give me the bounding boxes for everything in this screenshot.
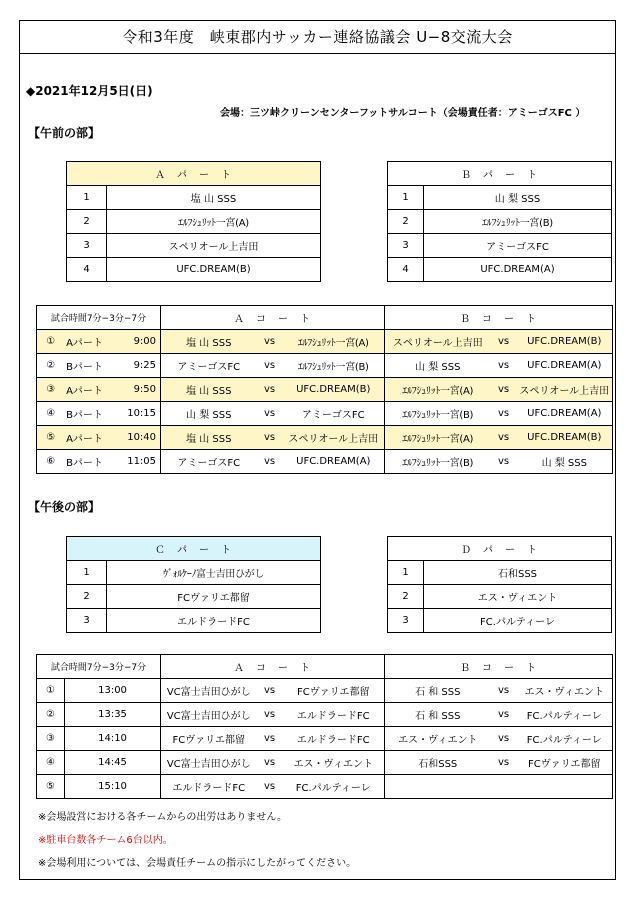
match-row — [37, 703, 613, 727]
court-a-away-team: UFC.DREAM(A) — [283, 450, 385, 474]
team-name: アミーゴスFC — [424, 234, 612, 258]
versus-label — [491, 775, 517, 799]
match-time: 11:05 — [105, 450, 161, 474]
match-number: ③ — [37, 378, 65, 402]
match-number: ⑤ — [37, 426, 65, 450]
part-d-table — [387, 536, 612, 633]
team-no: 3 — [388, 234, 424, 258]
team-name: 塩 山 SSS — [107, 186, 321, 210]
match-time: 10:15 — [105, 402, 161, 426]
team-name: 石和SSS — [424, 561, 612, 585]
team-no: 3 — [388, 609, 424, 633]
court-b-away-team: UFC.DREAM(B) — [517, 330, 613, 354]
match-part: Aパート — [65, 426, 105, 450]
versus-label: vs — [257, 426, 283, 450]
versus-label: vs — [491, 426, 517, 450]
versus-label: vs — [491, 703, 517, 727]
match-row — [37, 775, 613, 799]
team-name: UFC.DREAM(A) — [424, 258, 612, 282]
court-a-home-team: 塩 山 SSS — [161, 378, 257, 402]
note-parking: ※駐車台数各チーム6台以内。 — [38, 835, 173, 846]
team-no: 3 — [67, 234, 107, 258]
versus-label: vs — [257, 354, 283, 378]
court-a-home-team: VC富士吉田ひがし — [161, 703, 257, 727]
team-name: ｳﾞｫﾙｹｰﾉ富士吉田ひがし — [107, 561, 321, 585]
afternoon-section-label: 【午後の部】 — [28, 500, 101, 514]
match-part: Bパート — [65, 402, 105, 426]
match-row — [37, 330, 613, 354]
team-name: 山 梨 SSS — [424, 186, 612, 210]
afternoon-schedule-table — [36, 654, 613, 799]
versus-label: vs — [257, 703, 283, 727]
court-b-away-team: FCヴァリエ都留 — [517, 751, 613, 775]
page-title: 令和3年度 峡東郡内サッカー連絡協議会 U−8交流大会 — [19, 20, 616, 54]
team-no: 2 — [67, 210, 107, 234]
court-b-home-team: ｴﾙﾌｼｭﾘｯﾄ一宮(A) — [385, 378, 491, 402]
match-time: 13:35 — [65, 703, 161, 727]
court-a-home-team: アミーゴスFC — [161, 354, 257, 378]
match-number: ⑤ — [37, 775, 65, 799]
match-row — [37, 450, 613, 474]
versus-label: vs — [491, 450, 517, 474]
team-name: スペリオール上吉田 — [107, 234, 321, 258]
court-a-home-team: FCヴァリエ都留 — [161, 727, 257, 751]
team-name: ｴﾙﾌｼｭﾘｯﾄ一宮(B) — [424, 210, 612, 234]
match-row — [37, 378, 613, 402]
versus-label: vs — [257, 450, 283, 474]
team-name: UFC.DREAM(B) — [107, 258, 321, 282]
match-part: Bパート — [65, 450, 105, 474]
court-b-away-team: UFC.DREAM(B) — [517, 426, 613, 450]
match-number: ① — [37, 330, 65, 354]
match-part: Aパート — [65, 378, 105, 402]
court-a-header: Ａ コ ー ト — [161, 655, 385, 679]
match-row — [37, 402, 613, 426]
match-number: ④ — [37, 751, 65, 775]
court-b-home-team: 石和SSS — [385, 751, 491, 775]
versus-label: vs — [491, 727, 517, 751]
court-a-away-team: エルドラードFC — [283, 703, 385, 727]
court-a-header: Ａ コ ー ト — [161, 306, 385, 330]
court-b-away-team: スペリオール上吉田 — [517, 378, 613, 402]
versus-label: vs — [257, 402, 283, 426]
match-row — [37, 679, 613, 703]
match-time: 14:10 — [65, 727, 161, 751]
team-no: 2 — [67, 585, 107, 609]
match-time-label: 試合時間7分−3分−7分 — [37, 655, 161, 679]
team-name: エス・ヴィエント — [424, 585, 612, 609]
court-a-home-team: 塩 山 SSS — [161, 426, 257, 450]
team-no: 2 — [388, 210, 424, 234]
match-time: 9:50 — [105, 378, 161, 402]
match-number: ⑥ — [37, 450, 65, 474]
court-b-away-team: UFC.DREAM(A) — [517, 402, 613, 426]
court-a-home-team: 山 梨 SSS — [161, 402, 257, 426]
court-a-home-team: アミーゴスFC — [161, 450, 257, 474]
team-no: 1 — [388, 186, 424, 210]
court-a-home-team: エルドラードFC — [161, 775, 257, 799]
court-b-home-team — [385, 775, 491, 799]
part-d-header: Ｄ パ ー ト — [388, 537, 612, 561]
court-b-away-team: FC.パルティーレ — [517, 727, 613, 751]
venue-info: 会場：三ツ峠クリーンセンターフットサルコート（会場責任者：アミーゴスFC ） — [220, 108, 586, 119]
versus-label: vs — [257, 378, 283, 402]
match-time-label: 試合時間7分−3分−7分 — [37, 306, 161, 330]
match-time: 10:40 — [105, 426, 161, 450]
match-row — [37, 751, 613, 775]
note-venue-rules: ※会場利用については、会場責任チームの指示にしたがってください。 — [38, 858, 357, 869]
versus-label: vs — [491, 402, 517, 426]
versus-label: vs — [257, 727, 283, 751]
court-b-home-team: ｴﾙﾌｼｭﾘｯﾄ一宮(B) — [385, 450, 491, 474]
versus-label: vs — [491, 679, 517, 703]
court-a-away-team: ｴﾙﾌｼｭﾘｯﾄ一宮(B) — [283, 354, 385, 378]
match-number: ② — [37, 354, 65, 378]
court-a-home-team: VC富士吉田ひがし — [161, 751, 257, 775]
court-b-away-team: UFC.DREAM(A) — [517, 354, 613, 378]
match-part: Bパート — [65, 354, 105, 378]
court-a-away-team: UFC.DREAM(B) — [283, 378, 385, 402]
part-a-header: Ａ パ ー ト — [67, 162, 321, 186]
match-time: 14:45 — [65, 751, 161, 775]
match-part: Aパート — [65, 330, 105, 354]
court-b-home-team: 石 和 SSS — [385, 703, 491, 727]
match-row — [37, 354, 613, 378]
court-a-away-team: エルドラードFC — [283, 727, 385, 751]
team-no: 3 — [67, 609, 107, 633]
team-no: 1 — [67, 186, 107, 210]
versus-label: vs — [257, 751, 283, 775]
match-number: ④ — [37, 402, 65, 426]
versus-label: vs — [257, 775, 283, 799]
court-b-away-team: エス・ヴィエント — [517, 679, 613, 703]
team-name: ｴﾙﾌｼｭﾘｯﾄ一宮(A) — [107, 210, 321, 234]
team-no: 1 — [67, 561, 107, 585]
part-b-table — [387, 161, 612, 282]
court-b-header: Ｂ コ ー ト — [385, 655, 613, 679]
court-a-away-team: アミーゴスFC — [283, 402, 385, 426]
versus-label: vs — [491, 751, 517, 775]
court-b-home-team: スペリオール上吉田 — [385, 330, 491, 354]
court-b-home-team: 山 梨 SSS — [385, 354, 491, 378]
court-b-header: Ｂ コ ー ト — [385, 306, 613, 330]
court-a-away-team: エス・ヴィエント — [283, 751, 385, 775]
court-a-away-team: FCヴァリエ都留 — [283, 679, 385, 703]
versus-label: vs — [491, 330, 517, 354]
team-name: FC.パルティーレ — [424, 609, 612, 633]
morning-schedule-table — [36, 305, 613, 474]
note-setup: ※会場設営における各チームからの出労はありません。 — [38, 812, 287, 823]
part-b-header: Ｂ パ ー ト — [388, 162, 612, 186]
part-a-table — [66, 161, 321, 282]
match-number: ② — [37, 703, 65, 727]
match-time: 13:00 — [65, 679, 161, 703]
versus-label: vs — [257, 330, 283, 354]
match-number: ③ — [37, 727, 65, 751]
team-name: エルドラードFC — [107, 609, 321, 633]
court-a-home-team: VC富士吉田ひがし — [161, 679, 257, 703]
team-no: 1 — [388, 561, 424, 585]
team-name: FCヴァリエ都留 — [107, 585, 321, 609]
versus-label: vs — [257, 679, 283, 703]
court-b-away-team: FC.パルティーレ — [517, 703, 613, 727]
match-row — [37, 426, 613, 450]
match-number: ① — [37, 679, 65, 703]
part-c-header: Ｃ パ ー ト — [67, 537, 321, 561]
court-b-home-team: 石 和 SSS — [385, 679, 491, 703]
court-a-home-team: 塩 山 SSS — [161, 330, 257, 354]
court-b-home-team: ｴﾙﾌｼｭﾘｯﾄ一宮(B) — [385, 402, 491, 426]
court-a-away-team: スペリオール上吉田 — [283, 426, 385, 450]
court-a-away-team: FC.パルティーレ — [283, 775, 385, 799]
court-b-home-team: エス・ヴィエント — [385, 727, 491, 751]
versus-label: vs — [491, 354, 517, 378]
match-time: 9:25 — [105, 354, 161, 378]
part-c-table — [66, 536, 321, 633]
court-b-home-team: ｴﾙﾌｼｭﾘｯﾄ一宮(A) — [385, 426, 491, 450]
court-b-away-team: 山 梨 SSS — [517, 450, 613, 474]
versus-label: vs — [491, 378, 517, 402]
match-time: 9:00 — [105, 330, 161, 354]
match-row — [37, 727, 613, 751]
team-no: 2 — [388, 585, 424, 609]
morning-section-label: 【午前の部】 — [28, 126, 101, 140]
team-no: 4 — [67, 258, 107, 282]
team-no: 4 — [388, 258, 424, 282]
event-date: ◆2021年12月5日(日) — [26, 84, 153, 98]
match-time: 15:10 — [65, 775, 161, 799]
court-a-away-team: ｴﾙﾌｼｭﾘｯﾄ一宮(A) — [283, 330, 385, 354]
court-b-away-team — [517, 775, 613, 799]
